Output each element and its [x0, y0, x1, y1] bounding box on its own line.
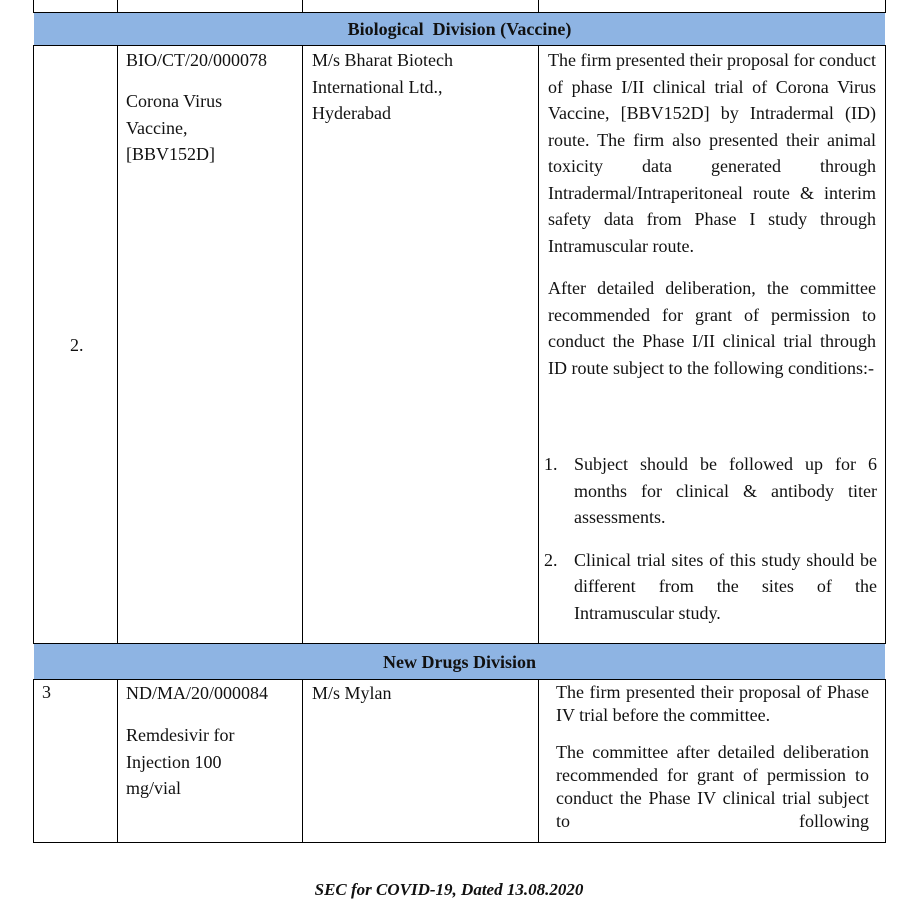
remarks-paragraph: After detailed deliberation, the committee recommended for grant of permission to conduct the Phase I/II clinical trial through ID route subject to the following conditions:- [548, 278, 876, 378]
table-border [885, 679, 886, 842]
product-name [126, 722, 301, 802]
table-border [33, 842, 886, 843]
table-border [33, 679, 34, 842]
row-number: 2. [70, 335, 84, 355]
table-border [117, 679, 118, 842]
remarks [548, 47, 876, 397]
table-border [302, 45, 303, 643]
condition-text: Clinical trial sites of this study should be different from the sites of the Intramuscular study. [574, 549, 877, 623]
condition-item [544, 547, 877, 627]
product-line: Vaccine, [126, 117, 188, 138]
section-title: New Drugs Division [382, 652, 536, 672]
firm-line: International Ltd., [312, 76, 443, 97]
table-border [885, 0, 886, 12]
condition-text: Subject should be followed up for 6 months for clinical & antibody titer assessments. [574, 454, 877, 527]
product-name [126, 88, 301, 168]
row-number: 3 [42, 682, 51, 702]
table-border [33, 12, 886, 13]
condition-number: 2. [544, 549, 558, 570]
condition-number: 1. [544, 454, 558, 474]
file-number-text: ND/MA/20/000084 [126, 683, 269, 703]
table-border [302, 679, 303, 842]
firm-name [312, 47, 536, 127]
table-border [538, 45, 539, 643]
table-border [33, 643, 886, 644]
table-border [538, 0, 539, 12]
section-header-new-drugs [34, 644, 885, 679]
condition-item [544, 451, 877, 531]
table-border [885, 45, 886, 643]
firm-name [312, 680, 536, 707]
firm-line: M/s Bharat Biotech [312, 50, 453, 70]
product-line: Remdesivir for [126, 725, 235, 745]
conditions-list [544, 451, 877, 642]
product-line: mg/vial [126, 778, 181, 798]
remarks-paragraph: The firm presented their proposal of Phase IV trial before the committee. [556, 682, 869, 725]
file-number [126, 680, 301, 707]
table-border [117, 0, 118, 12]
table-border [538, 679, 539, 842]
remarks [556, 681, 869, 842]
product-line: Injection 100 [126, 751, 222, 772]
table-border [302, 0, 303, 12]
table-border [117, 45, 118, 643]
page-footer: SEC for COVID-19, Dated 13.08.2020 [314, 880, 584, 899]
file-number-text: BIO/CT/20/000078 [126, 50, 268, 70]
remarks-paragraph: The firm presented their proposal for conduct of phase I/II clinical trial of Corona Virus Vaccine, [BBV152D] by Intradermal (ID) route. The firm also presented their animal toxicity data generated through Intradermal/Intraperitoneal route & interim safety data from Phase I study through Intramuscular route. [548, 50, 876, 256]
section-title: Biological Division (Vaccine) [347, 19, 572, 39]
product-line: [BBV152D] [126, 144, 215, 164]
remarks-paragraph: The committee after detailed deliberation recommended for grant of permission to conduct the Phase IV clinical trial subject to following [556, 742, 869, 831]
table-border [33, 45, 886, 46]
section-header-biological [34, 13, 885, 45]
firm-line: Hyderabad [312, 103, 391, 123]
table-border [33, 0, 34, 12]
table-border [33, 45, 34, 643]
firm-line: M/s Mylan [312, 683, 392, 703]
file-number [126, 47, 301, 74]
product-line: Corona Virus [126, 91, 223, 111]
